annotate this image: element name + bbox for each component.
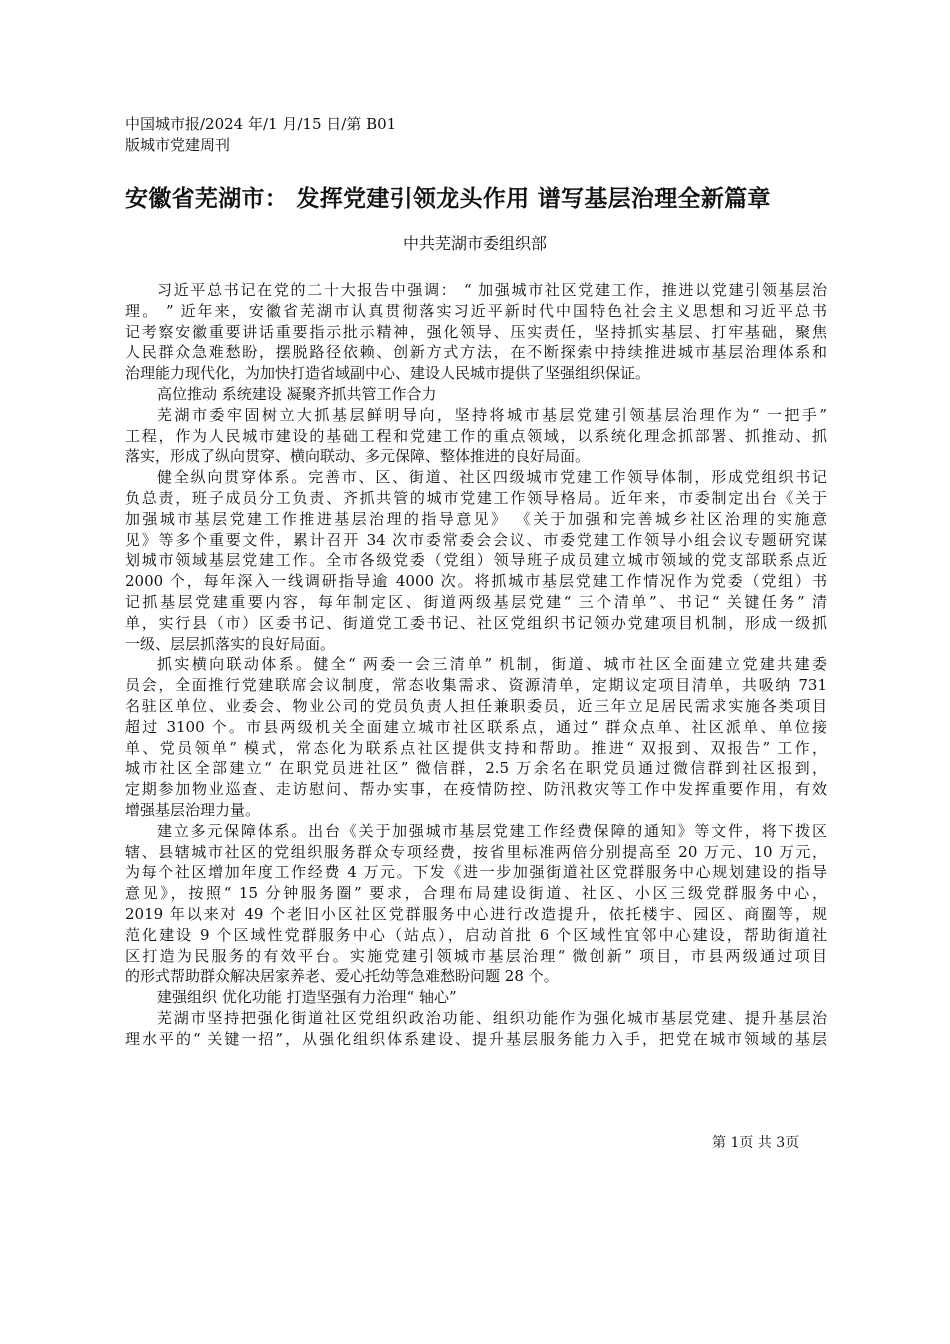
section-heading xyxy=(125,987,827,1008)
text-line: 健全纵向贯穿体系。完善市、区、街道、社区四级城市党建工作领导体制，形成党组织书记 xyxy=(157,468,827,487)
text-line: 抓实横向联动体系。健全“ 两委一会三清单” 机制，街道、城市社区全面建立党建共建委 xyxy=(157,655,827,674)
text-line: 习近平总书记在党的二十大报告中强调： “ 加强城市社区党建工作，推进以党建引领基层治 xyxy=(157,281,827,299)
text-line: 记考察安徽重要讲话重要指示批示精神，强化领导、压实责任，坚持抓实基层、打牢基础，聚焦 xyxy=(125,322,827,341)
text-line: 负总责，班子成员分工负责、齐抓共管的城市党建工作领导格局。近年来，市委制定出台《关于 xyxy=(125,488,827,507)
text-line: 芜湖市坚持把强化街道社区党组织政治功能、组织功能作为强化城市基层党建、提升基层治 xyxy=(157,1008,827,1027)
text-line: 辖、县辖城市社区的党组织服务群众专项经费，按省里标准两倍分别提高至 20 万元、10 万元， xyxy=(125,842,827,861)
text-line: 城市社区全部建立“ 在职党员进社区” 微信群，2.5 万余名在职党员通过微信群到社区报到， xyxy=(125,759,827,778)
text-line: 建强组织 优化功能 打造坚强有力治理“ 轴心” xyxy=(157,988,457,1007)
text-line: 2019 年以来对 49 个老旧小区社区党群服务中心进行改造提升，依托楼宇、园区、商圈等，规 xyxy=(125,904,827,923)
text-line: 的形式帮助群众解决居家养老、爱心托幼等急难愁盼问题 28 个。 xyxy=(125,967,559,986)
text-line: 2000 个，每年深入一线调研指导逾 4000 次。将抓城市基层党建工作情况作为党委（党组）书 xyxy=(125,572,827,591)
text-line: 意见》，按照“ 15 分钟服务圈” 要求，合理布局建设街道、社区、小区三级党群服务中心， xyxy=(125,884,827,903)
text-line: 一级、层层抓落实的良好局面。 xyxy=(125,634,336,653)
article-author: 中共芜湖市委组织部 xyxy=(402,234,547,253)
text-line: 记抓基层党建重要内容，每年制定区、街道两级基层党建“ 三个清单”、书记“ 关键任务” 清 xyxy=(125,592,827,611)
article-body xyxy=(125,280,827,1049)
text-line: 人民群众急难愁盼，摆脱路径依赖、创新方式方法，在不断探索中持续推进城市基层治理体系和 xyxy=(125,343,827,362)
source-line: 版城市党建周刊 xyxy=(125,136,231,154)
paragraph xyxy=(125,821,827,987)
text-line: 增强基层治理力量。 xyxy=(125,800,261,819)
text-line: 单、党员领单” 模式，常态化为联系点社区提供支持和帮助。推进“ 双报到、双报告” 工作， xyxy=(125,738,827,757)
text-line: 加强城市基层党建工作推进基层治理的指导意见》 《关于加强和完善城乡社区治理的实施意 xyxy=(125,509,827,528)
text-line: 理水平的“ 关键一招”，从强化组织体系建设、提升基层服务能力入手，把党在城市领域的基层 xyxy=(125,1029,827,1048)
paragraph xyxy=(125,654,827,820)
text-line: 理。 ” 近年来，安徽省芜湖市认真贯彻落实习近平新时代中国特色社会主义思想和习近平总书 xyxy=(125,301,827,320)
text-line: 定期参加物业巡查、走访慰问、帮办实事，在疫情防控、防汛救灾等工作中发挥重要作用，有效 xyxy=(125,780,827,799)
paragraph xyxy=(125,1008,827,1050)
text-line: 见》等多个重要文件，累计召开 34 次市委常委会会议、市委党建工作领导小组会议专题研究谋 xyxy=(125,530,827,549)
source-header xyxy=(125,114,396,156)
text-line: 范化建设 9 个区域性党群服务中心（站点），启动首批 6 个区域性宜邻中心建设，帮助街道社 xyxy=(125,925,827,944)
text-line: 芜湖市委牢固树立大抓基层鲜明导向，坚持将城市基层党建引领基层治理作为“ 一把手” xyxy=(157,405,827,424)
article-title: 安徽省芜湖市： 发挥党建引领龙头作用 谱写基层治理全新篇章 xyxy=(125,186,771,212)
paragraph xyxy=(125,405,827,467)
text-line: 单，实行县（市）区委书记、街道党工委书记、社区党组织书记领办党建项目机制，形成一级抓 xyxy=(125,613,827,632)
section-heading xyxy=(125,384,827,405)
source-line: 中国城市报/2024 年/1 月/15 日/第 B01 xyxy=(125,115,397,133)
page-number: 第 1页 共 3页 xyxy=(712,1135,800,1151)
text-line: 建立多元保障体系。出台《关于加强城市基层党建工作经费保障的通知》等文件，将下拨区 xyxy=(157,821,827,840)
text-line: 划城市领域基层党建工作。全市各级党委（党组）领导班子成员建立城市领域的党支部联系点近 xyxy=(125,551,827,570)
text-line: 超过 3100 个。市县两级机关全面建立城市社区联系点，通过“ 群众点单、社区派单、单位接 xyxy=(125,717,827,736)
text-line: 工程，作为人民城市建设的基础工程和党建工作的重点领域，以系统化理念抓部署、抓推动、抓 xyxy=(125,426,827,445)
paragraph xyxy=(125,280,827,384)
text-line: 名驻区单位、业委会、物业公司的党员负责人担任兼职委员，近三年立足居民需求实施各类项目 xyxy=(125,696,827,715)
text-line: 落实，形成了纵向贯穿、横向联动、多元保障、整体推进的良好局面。 xyxy=(125,447,591,466)
text-line: 治理能力现代化，为加快打造省域副中心、建设人民城市提供了坚强组织保证。 xyxy=(125,364,651,383)
text-line: 高位推动 系统建设 凝聚齐抓共管工作合力 xyxy=(157,384,437,403)
text-line: 为每个社区增加年度工作经费 4 万元。下发《进一步加强街道社区党群服务中心规划建设的指导 xyxy=(125,863,827,882)
text-line: 员会，全面推行党建联席会议制度，常态收集需求、资源清单，定期议定项目清单，共吸纳 731 xyxy=(125,676,827,695)
paragraph xyxy=(125,467,827,654)
text-line: 区打造为民服务的有效平台。实施党建引领城市基层治理“ 微创新” 项目，市县两级通过项目 xyxy=(125,946,827,965)
